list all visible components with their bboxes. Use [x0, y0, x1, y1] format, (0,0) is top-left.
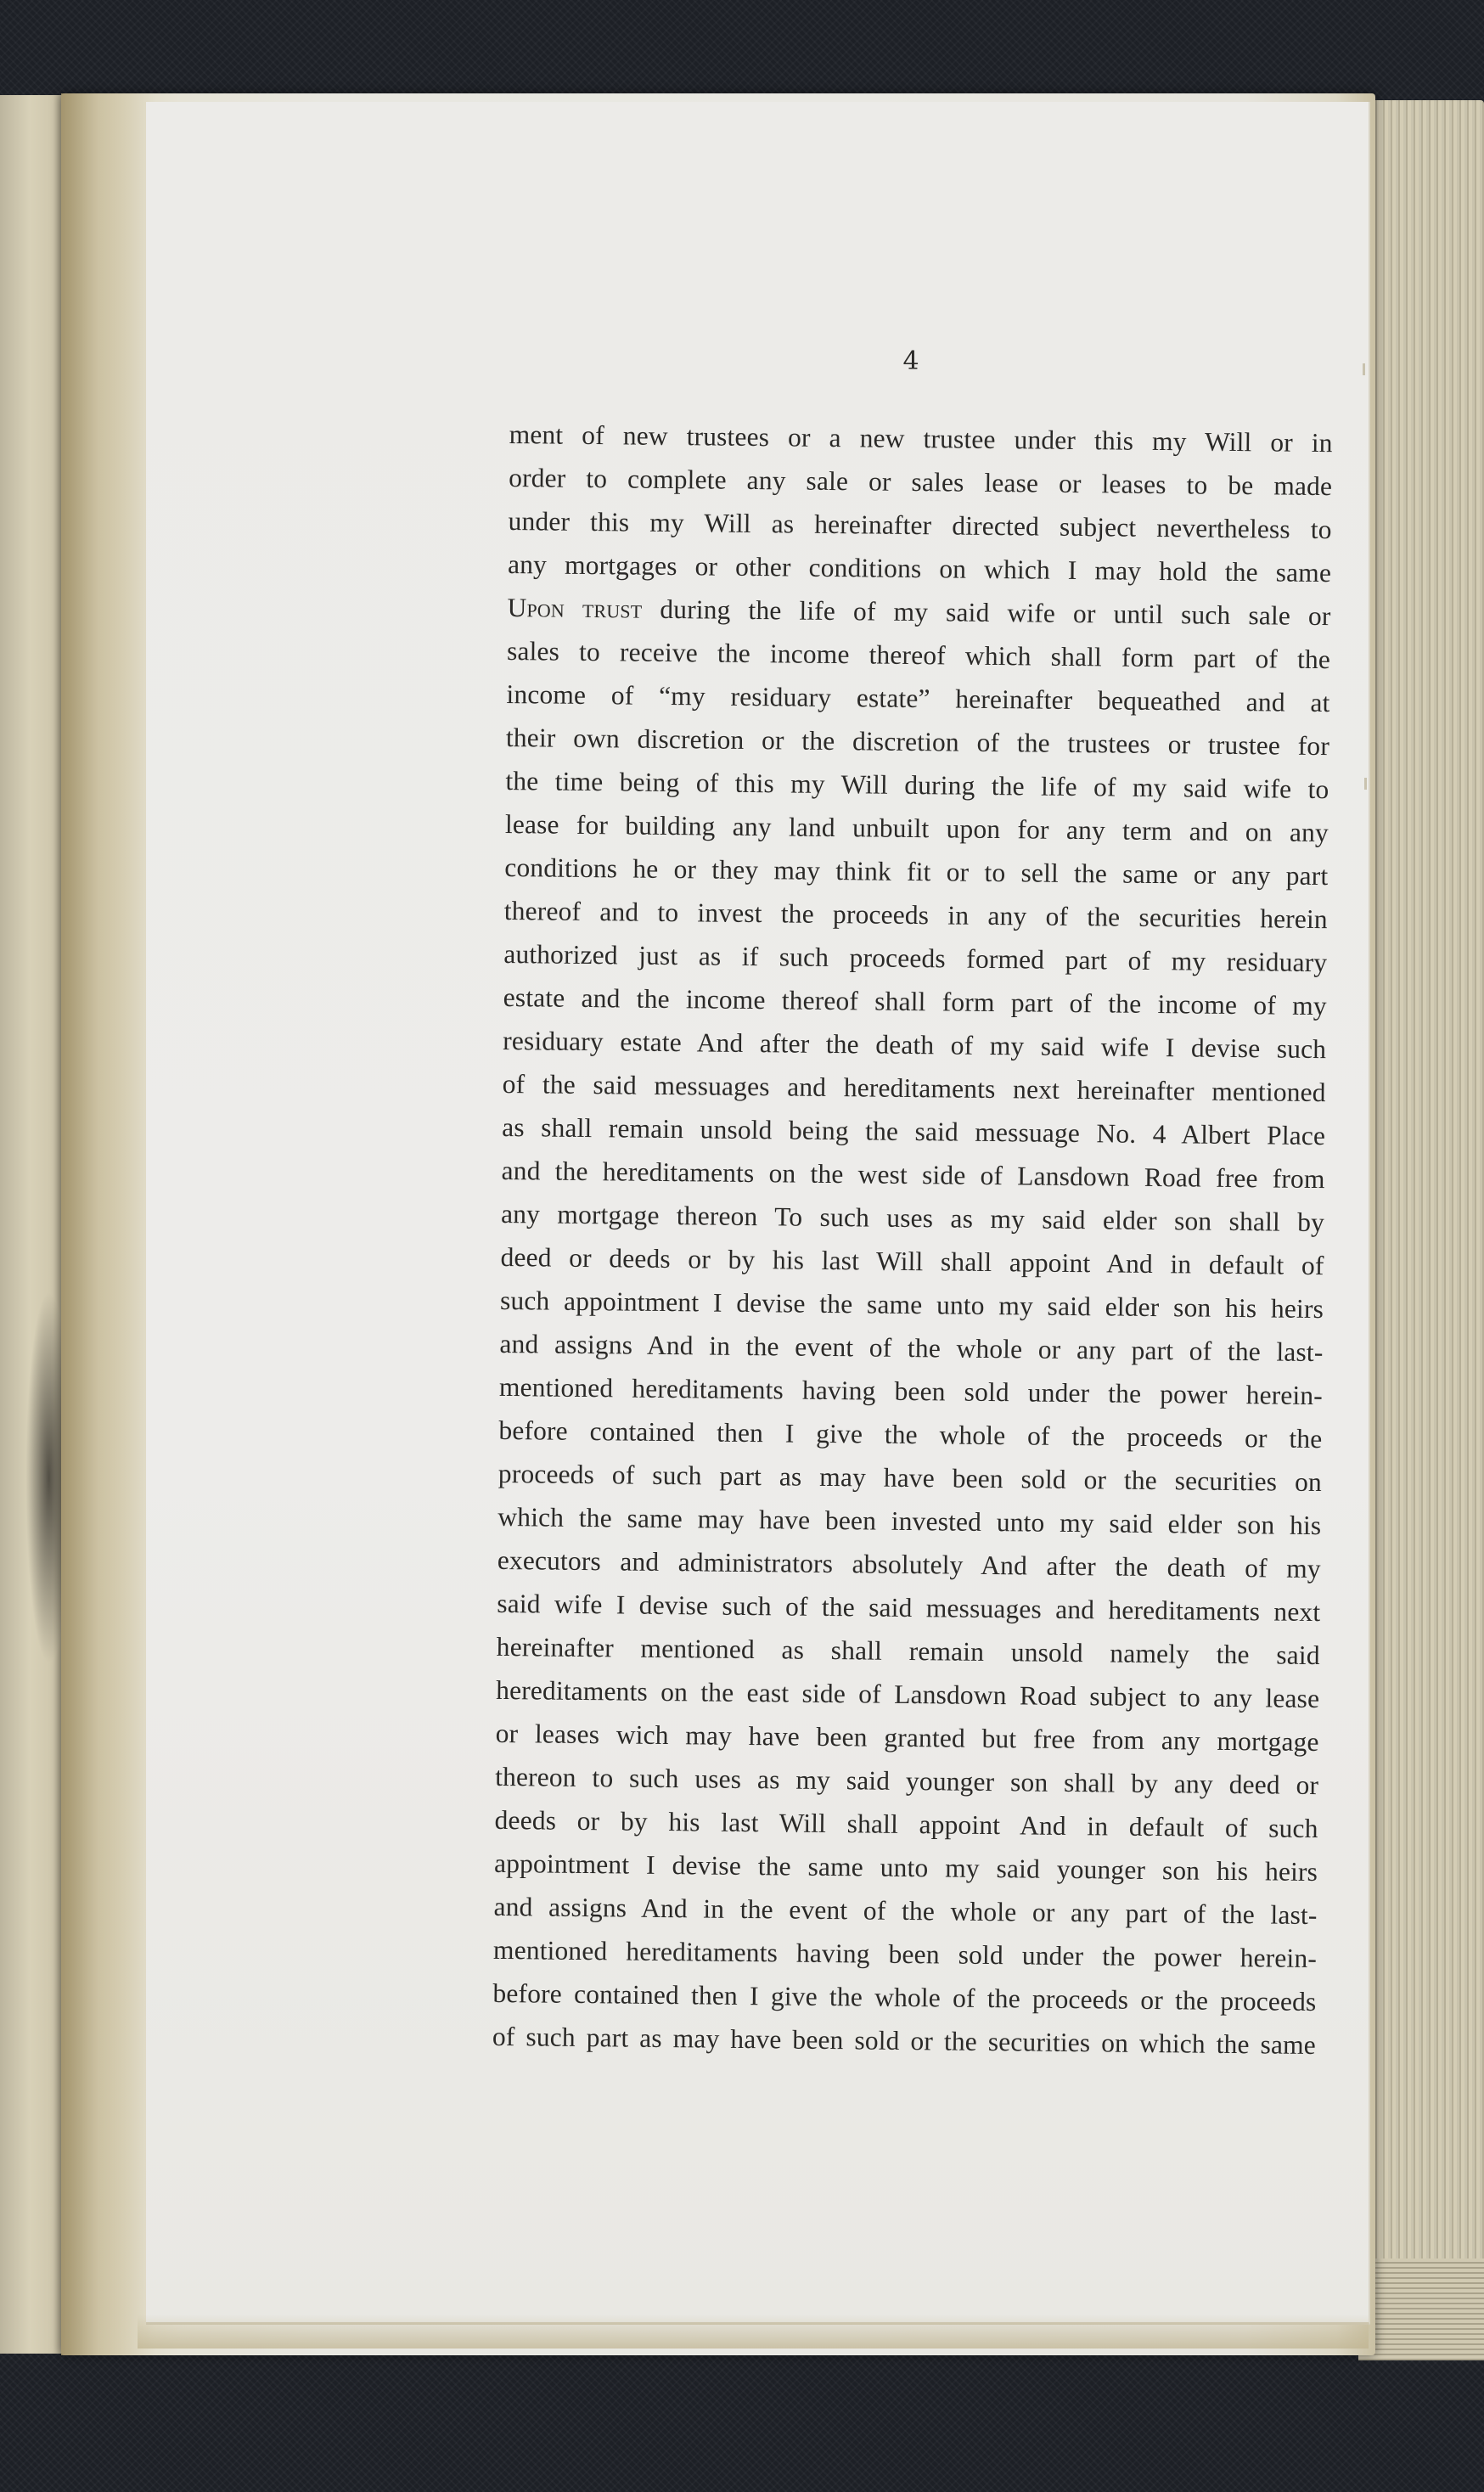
text-line: and assigns And in the event of the whole or any part of the last-	[493, 1891, 1318, 1931]
text-line: and the hereditaments on the west side of Lansdown Road free from	[501, 1155, 1325, 1195]
text-line: or leases wich may have been granted but free from any mortgage	[495, 1718, 1319, 1758]
text-line: mentioned hereditaments having been sold under the power herein-	[492, 1934, 1318, 1974]
text-line: before contained then I give the whole of the proceeds or the proceeds	[492, 1977, 1317, 2017]
page-bottom-stain	[138, 2315, 1369, 2349]
text-line: income of “my residuary estate” hereinafter bequeathed and at	[506, 678, 1330, 718]
text-line: thereof and to invest the proceeds in any of the securities herein	[503, 895, 1328, 935]
text-line: hereinafter mentioned as shall remain unsold namely the said	[496, 1631, 1320, 1671]
left-facing-page	[0, 95, 66, 2354]
text-line: estate and the income thereof shall form part of the income of my	[503, 982, 1327, 1021]
text-line: deed or deeds or by his last Will shall appoint And in default of	[500, 1241, 1324, 1281]
text-line: mentioned hereditaments having been sold under the power herein-	[498, 1371, 1324, 1411]
text-line: under this my Will as hereinafter directed subject nevertheless to	[508, 505, 1332, 545]
text-line: authorized just as if such proceeds formed part of my residuary	[503, 938, 1328, 978]
text-line: such appointment I devise the same unto my said elder son his heirs	[499, 1285, 1324, 1325]
text-line: proceeds of such part as may have been sold or the securities on	[497, 1458, 1323, 1498]
text-line: said wife I devise such of the said messuages and hereditaments next	[497, 1588, 1321, 1628]
text-line: executors and administrators absolutely And after the death of my	[497, 1544, 1321, 1584]
text-line: of such part as may have been sold or the securities on which the same	[492, 2021, 1317, 2061]
text-line: conditions he or they may think fit or to sell the same or any part	[504, 852, 1329, 892]
text-line: of the said messuages and hereditaments next hereinafter mentioned	[502, 1068, 1326, 1108]
text-line: hereditaments on the east side of Lansdown Road subject to any lease	[496, 1674, 1320, 1714]
text-line: any mortgage thereon To such uses as my said elder son shall by	[500, 1198, 1325, 1238]
page-number: 4	[902, 346, 919, 376]
text-line: any mortgages or other conditions on which I may hold the same	[507, 548, 1332, 588]
document-body-text	[492, 413, 1333, 2067]
text-line: thereon to such uses as my said younger son shall by any deed or	[494, 1761, 1319, 1801]
text-line: their own discretion or the discretion of the trustees or trustee for	[505, 722, 1330, 762]
text-line: sales to receive the income thereof which shall form part of the	[506, 635, 1331, 675]
text-line: lease for building any land unbuilt upon for any term and on any	[504, 808, 1329, 848]
text-line: deeds or by his last Will shall appoint And in default of such	[494, 1804, 1318, 1844]
gutter-stain	[61, 93, 155, 2355]
text-line: which the same may have been invested unto my said elder son his	[497, 1501, 1322, 1541]
edge-mark	[1363, 363, 1365, 375]
text-line: the time being of this my Will during the life of my said wife to	[505, 765, 1329, 805]
right-page-edges-bottom	[1358, 2259, 1484, 2360]
text-line: order to complete any sale or sales lease or leases to be made	[509, 462, 1333, 502]
text-line: ment of new trustees or a new trustee under this my Will or in	[509, 419, 1333, 458]
text-line: before contained then I give the whole of the proceeds or the	[498, 1415, 1323, 1454]
edge-mark	[1364, 778, 1367, 790]
text-line: appointment I devise the same unto my said younger son his heirs	[493, 1848, 1318, 1887]
small-caps-phrase: Upon trust	[507, 592, 643, 624]
text-line: and assigns And in the event of the whole or any part of the last-	[499, 1328, 1324, 1368]
text-line: as shall remain unsold being the said messuage No. 4 Albert Place	[502, 1111, 1326, 1151]
text-line: Upon trust during the life of my said wife or until such sale or	[507, 592, 1331, 632]
text-line: residuary estate And after the death of my said wife I devise such	[503, 1025, 1327, 1065]
